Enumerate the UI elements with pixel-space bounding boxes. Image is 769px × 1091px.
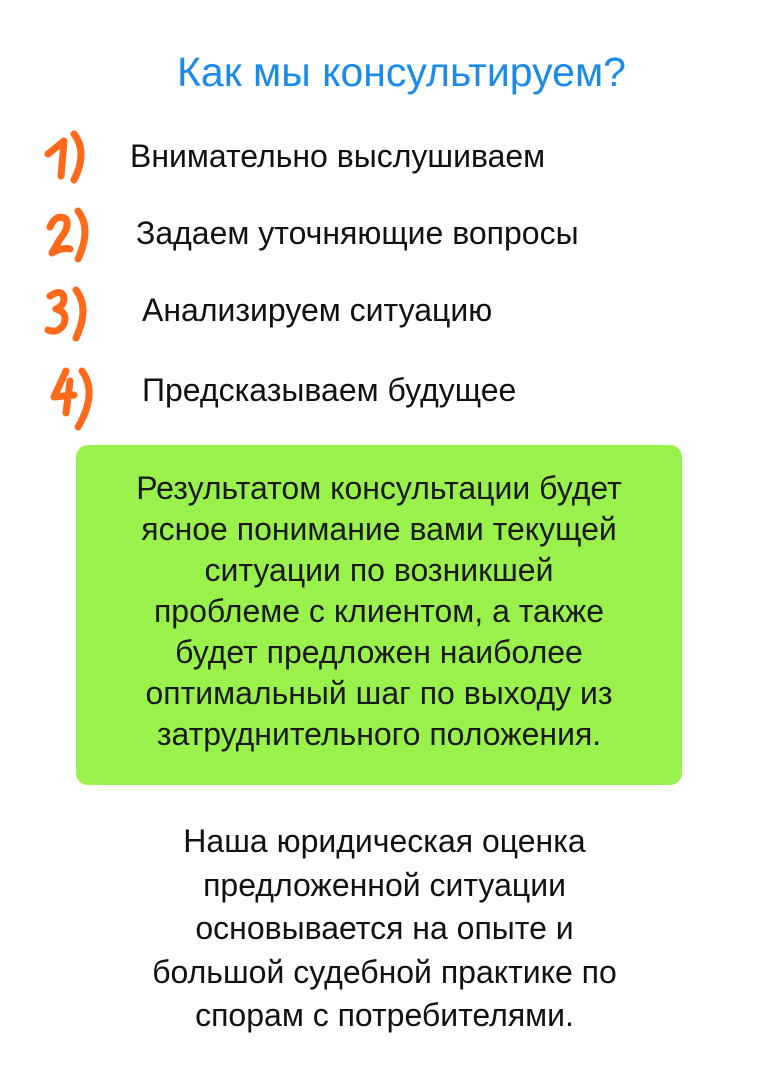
result-highlight-box	[76, 445, 682, 785]
step-2	[40, 205, 660, 265]
step-3	[40, 282, 640, 342]
step-text-4: Предсказываем будущее	[142, 372, 517, 408]
step-1	[40, 128, 640, 188]
step-text-1: Внимательно выслушиваем	[130, 138, 546, 174]
handwritten-number-4-icon	[44, 363, 108, 431]
handwritten-number-3-icon	[40, 282, 104, 344]
step-4	[44, 363, 644, 423]
step-number-2	[40, 205, 110, 269]
step-text-3: Анализируем ситуацию	[142, 292, 493, 328]
page-title: Как мы консультируем?	[177, 49, 626, 95]
step-text-2: Задаем уточняющие вопросы	[136, 215, 579, 251]
handwritten-number-1-icon	[40, 128, 104, 190]
step-number-3	[40, 282, 110, 346]
step-number-4	[44, 363, 114, 427]
handwritten-number-2-icon	[40, 205, 104, 267]
result-text: Результатом консультации будет ясное понимание вами текущей ситуации по возникшей проблеме с клиентом, а также будет предложен наиболее оптимальный шаг по выходу из затруднительного положения.	[136, 470, 622, 752]
step-number-1	[40, 128, 110, 192]
footer-paragraph: Наша юридическая оценка предложенной ситуации основывается на опыте и большой судебной практике по спорам с потребителями.	[152, 823, 617, 1033]
